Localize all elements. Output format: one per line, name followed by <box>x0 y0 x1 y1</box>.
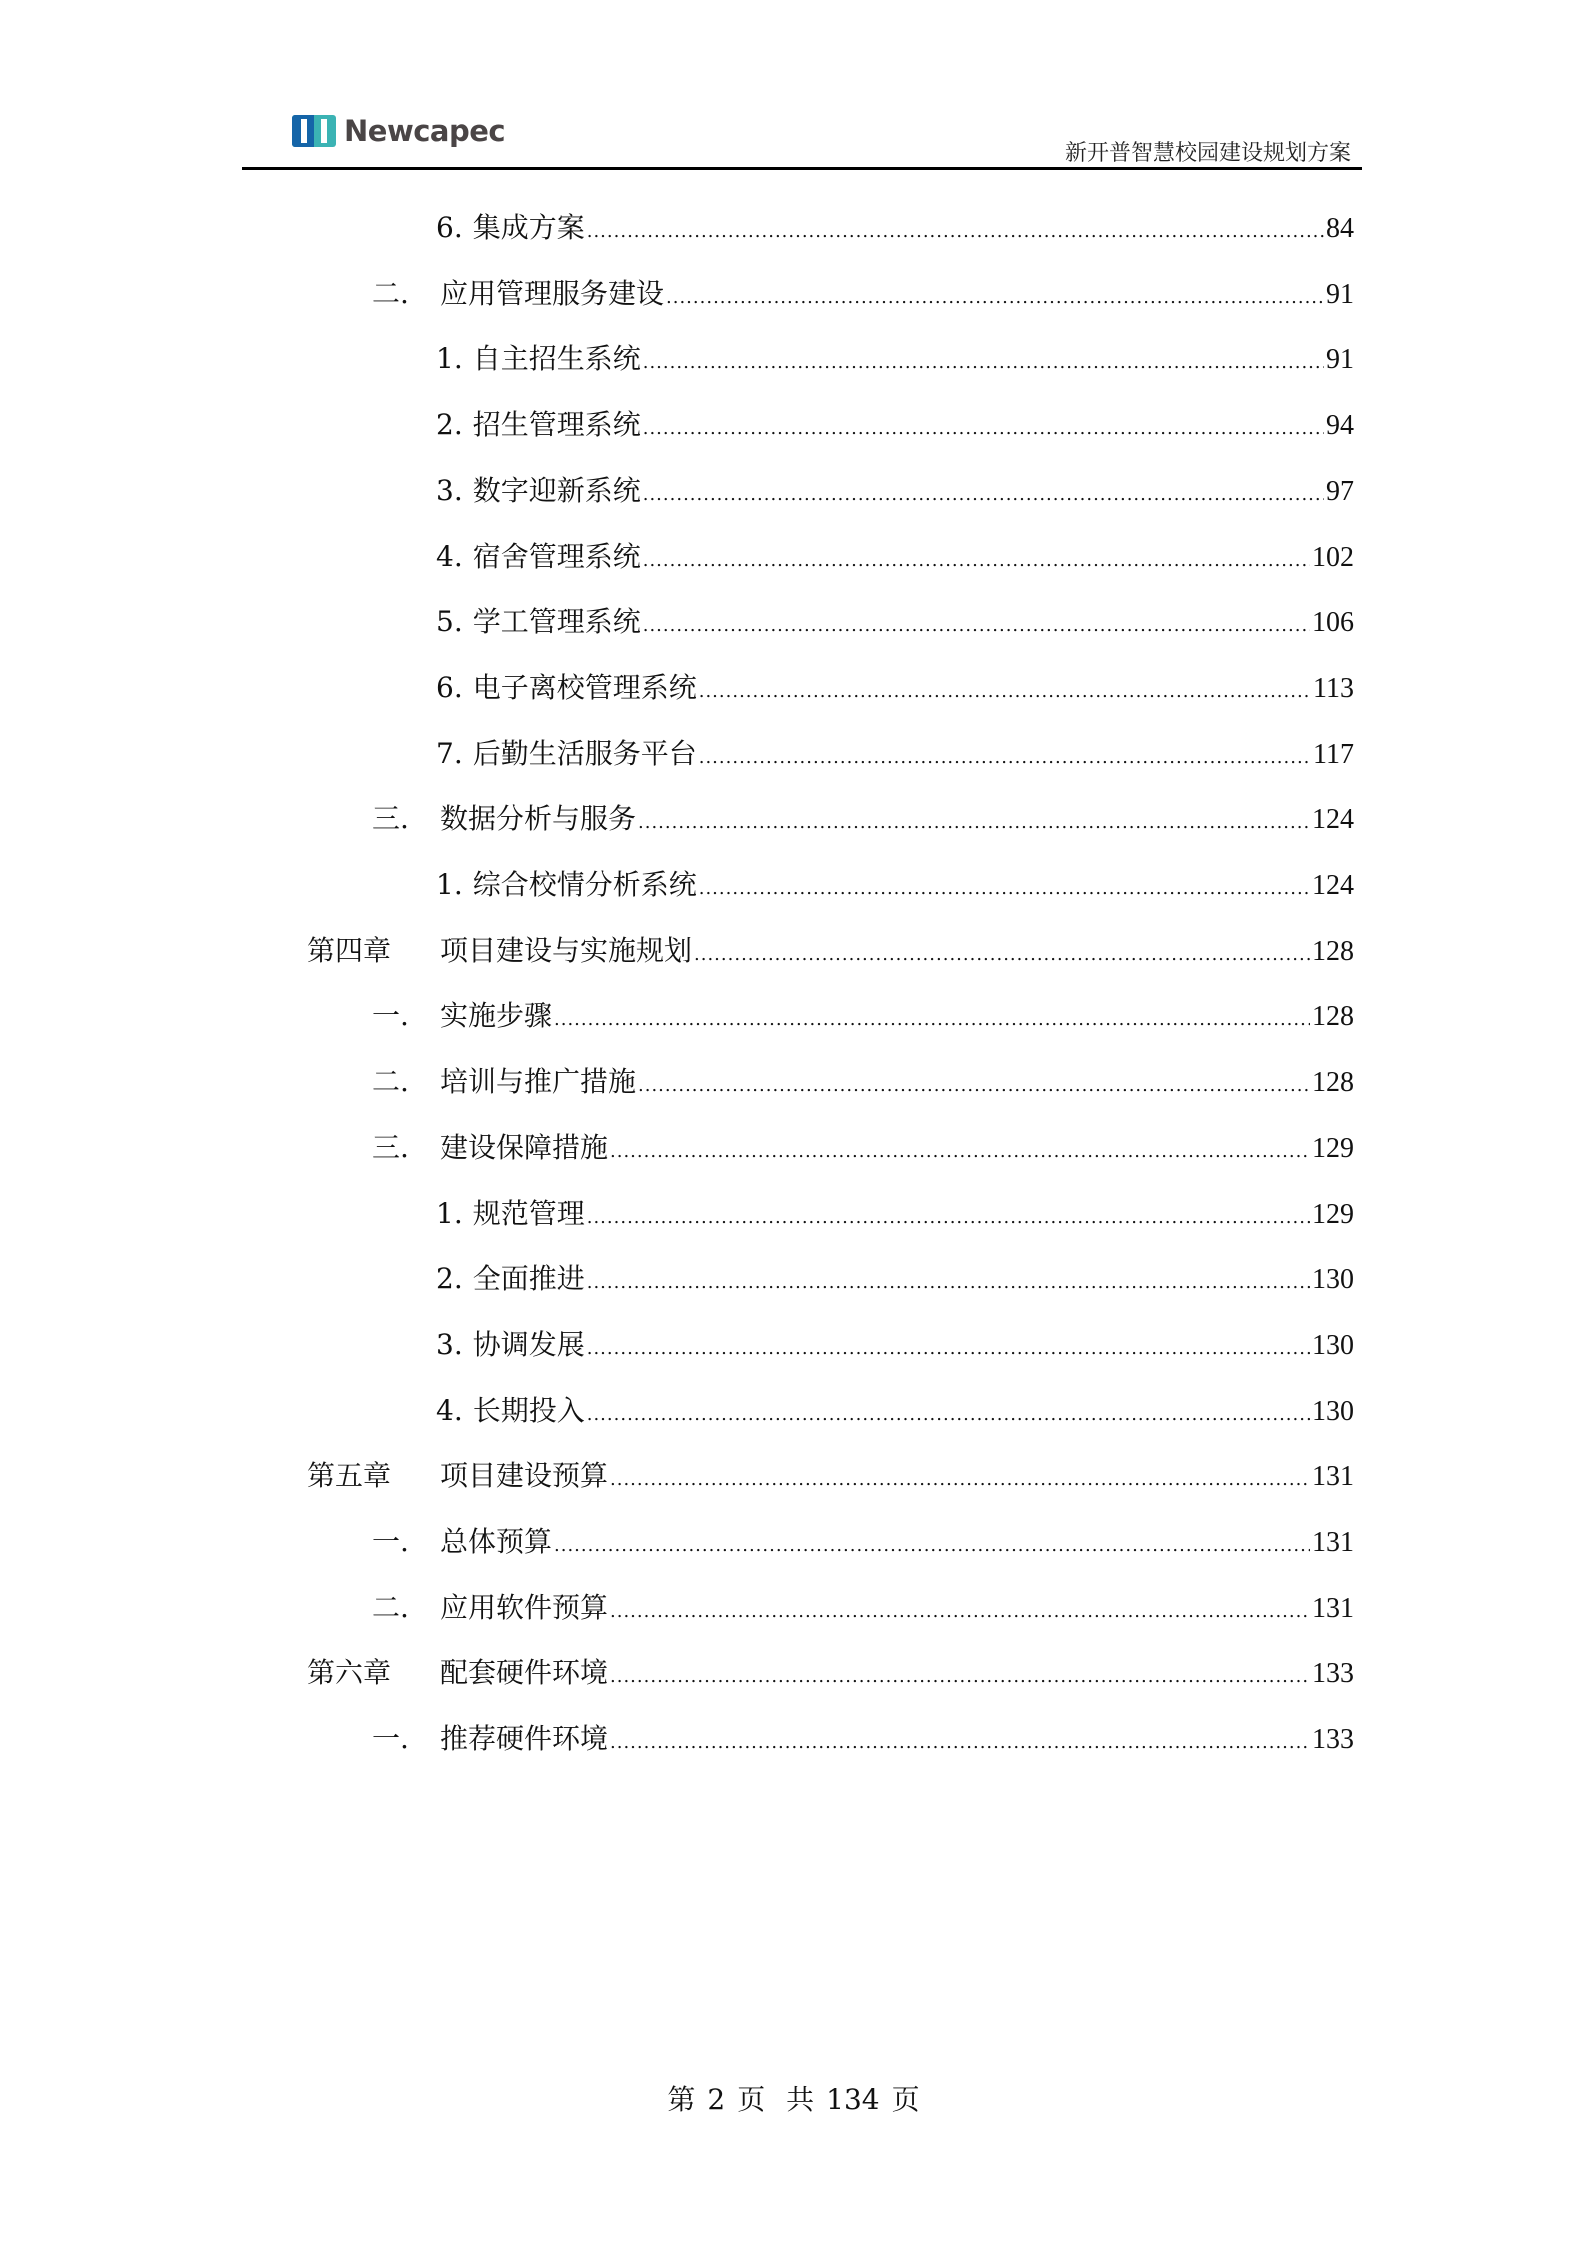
total-pages: 134 <box>826 2083 880 2116</box>
dot-leader <box>587 1329 1310 1369</box>
toc-entry[interactable] <box>436 1391 1354 1431</box>
toc-entry-marker: 三. <box>372 802 409 836</box>
toc-entry-marker: 1. <box>436 342 463 376</box>
toc-entry-page: 131 <box>1312 1461 1354 1493</box>
dot-leader <box>699 869 1310 909</box>
dot-leader <box>610 1592 1310 1632</box>
newcapec-logo-icon <box>292 115 336 147</box>
toc-entry-title: 项目建设与实施规划 <box>440 933 693 967</box>
toc-entry[interactable] <box>372 1128 1354 1168</box>
toc-entry[interactable] <box>436 1259 1354 1299</box>
toc-entry-marker: 1. <box>436 868 463 901</box>
footer-mid: 页 共 <box>737 2083 815 2116</box>
dot-leader <box>587 212 1324 252</box>
toc-entry-marker: 5. <box>436 605 463 639</box>
dot-leader <box>699 738 1311 778</box>
toc-entry-page: 91 <box>1326 278 1354 310</box>
toc-entry-title: 项目建设预算 <box>440 1459 609 1493</box>
toc-entry[interactable] <box>436 208 1354 248</box>
toc-entry[interactable] <box>307 1653 1354 1693</box>
dot-leader <box>643 475 1324 515</box>
toc-entry-page: 133 <box>1312 1724 1354 1756</box>
toc-entry-marker: 第五章 <box>307 1459 392 1493</box>
dot-leader <box>554 1000 1310 1040</box>
toc-entry-marker: 2. <box>436 1262 463 1296</box>
toc-entry-page: 113 <box>1313 672 1354 704</box>
toc-entry[interactable] <box>372 1522 1354 1562</box>
toc-entry-title: 学工管理系统 <box>472 605 641 639</box>
dot-leader <box>643 606 1310 646</box>
document-title: 新开普智慧校园建设规划方案 <box>1064 141 1351 166</box>
toc-entry-title: 数字迎新系统 <box>472 473 641 507</box>
toc-entry[interactable] <box>372 1062 1354 1102</box>
toc-entry[interactable] <box>436 405 1354 445</box>
toc-entry[interactable] <box>436 865 1354 905</box>
toc-entry-marker: 二. <box>372 276 409 310</box>
toc-entry-title: 应用管理服务建设 <box>440 276 665 310</box>
toc-entry-title: 实施步骤 <box>440 999 553 1033</box>
toc-entry-marker: 1. <box>436 1196 463 1230</box>
toc-entry-marker: 二. <box>372 1065 409 1099</box>
dot-leader <box>587 1263 1310 1303</box>
toc-entry-title: 集成方案 <box>472 211 585 244</box>
toc-entry-marker: 6. <box>436 670 463 704</box>
toc-entry-page: 106 <box>1312 607 1354 639</box>
footer-suffix: 页 <box>891 2083 920 2116</box>
dot-leader <box>699 672 1311 712</box>
toc-entry-page: 128 <box>1312 1067 1354 1099</box>
toc-entry-title: 电子离校管理系统 <box>472 670 697 704</box>
toc-entry-page: 133 <box>1312 1658 1354 1690</box>
toc-entry-page: 124 <box>1312 804 1354 836</box>
toc-entry[interactable] <box>372 1719 1354 1759</box>
toc-entry-title: 总体预算 <box>440 1525 553 1558</box>
toc-entry-marker: 一. <box>372 1525 409 1558</box>
toc-entry[interactable] <box>372 1588 1354 1628</box>
toc-entry-title: 招生管理系统 <box>472 408 641 442</box>
dot-leader <box>610 1460 1310 1500</box>
toc-entry[interactable] <box>436 471 1354 511</box>
toc-entry-page: 130 <box>1312 1264 1354 1296</box>
toc-entry-page: 102 <box>1312 541 1354 573</box>
dot-leader <box>643 409 1324 449</box>
toc-entry-page: 91 <box>1326 344 1354 376</box>
dot-leader <box>643 343 1324 383</box>
newcapec-logo <box>292 114 505 148</box>
toc-entry[interactable] <box>436 668 1354 708</box>
toc-entry[interactable] <box>436 734 1354 774</box>
dot-leader <box>638 803 1310 843</box>
toc-entry-marker: 二. <box>372 1590 409 1624</box>
toc-entry-marker: 第六章 <box>307 1656 392 1690</box>
toc-entry-page: 84 <box>1326 213 1354 244</box>
dot-leader <box>643 541 1310 581</box>
toc-entry-marker: 3. <box>436 1327 463 1361</box>
toc-entry-page: 124 <box>1312 870 1354 901</box>
current-page-number: 2 <box>707 2083 726 2116</box>
page-footer <box>0 2078 1587 2118</box>
toc-entry-page: 128 <box>1312 1001 1354 1033</box>
toc-entry-page: 131 <box>1312 1592 1354 1624</box>
toc-entry-page: 94 <box>1326 410 1354 442</box>
toc-entry-title: 宿舍管理系统 <box>472 539 641 573</box>
toc-entry-page: 130 <box>1312 1329 1354 1361</box>
dot-leader <box>610 1657 1310 1697</box>
header-divider <box>242 167 1362 170</box>
toc-entry-marker: 一. <box>372 1722 409 1756</box>
toc-entry-marker: 第四章 <box>307 933 392 967</box>
toc-entry-title: 自主招生系统 <box>472 342 641 376</box>
toc-entry-page: 117 <box>1313 738 1354 770</box>
toc-entry[interactable] <box>372 274 1354 314</box>
toc-entry-title: 培训与推广措施 <box>440 1065 637 1099</box>
toc-entry-marker: 7. <box>436 736 463 770</box>
toc-entry-marker: 6. <box>436 211 463 244</box>
toc-entry-title: 规范管理 <box>472 1196 585 1230</box>
toc-entry-page: 130 <box>1312 1395 1354 1427</box>
toc-entry-title: 推荐硬件环境 <box>440 1722 609 1756</box>
toc-entry[interactable] <box>436 537 1354 577</box>
toc-entry-page: 129 <box>1312 1198 1354 1230</box>
dot-leader <box>554 1526 1310 1566</box>
toc-entry-title: 协调发展 <box>472 1327 585 1361</box>
toc-entry[interactable] <box>436 1194 1354 1234</box>
toc-entry-title: 建设保障措施 <box>440 1130 609 1164</box>
toc-entry-marker: 3. <box>436 473 463 507</box>
toc-entry-title: 综合校情分析系统 <box>472 868 697 901</box>
dot-leader <box>587 1395 1310 1435</box>
toc-entry-page: 97 <box>1326 475 1354 507</box>
toc-entry[interactable] <box>436 1325 1354 1365</box>
dot-leader <box>638 1066 1310 1106</box>
toc-entry[interactable] <box>307 1456 1354 1496</box>
toc-entry-marker: 2. <box>436 408 463 442</box>
toc-entry-title: 后勤生活服务平台 <box>472 736 697 770</box>
toc-entry-page: 131 <box>1312 1527 1354 1558</box>
toc-entry-page: 129 <box>1312 1132 1354 1164</box>
toc-entry[interactable] <box>307 931 1354 971</box>
dot-leader <box>610 1723 1310 1763</box>
dot-leader <box>694 935 1310 975</box>
dot-leader <box>666 278 1324 318</box>
toc-entry-title: 应用软件预算 <box>440 1590 609 1624</box>
toc-entry[interactable] <box>372 799 1354 839</box>
footer-prefix: 第 <box>667 2083 696 2116</box>
toc-entry-marker: 三. <box>372 1130 409 1164</box>
logo-text: Newcapec <box>344 114 506 148</box>
toc-entry-title: 长期投入 <box>472 1393 585 1427</box>
toc-entry[interactable] <box>436 602 1354 642</box>
toc-entry-marker: 4. <box>436 1393 463 1427</box>
dot-leader <box>587 1198 1310 1238</box>
toc-entry-marker: 4. <box>436 539 463 573</box>
toc-entry[interactable] <box>436 339 1354 379</box>
toc-entry-title: 全面推进 <box>472 1262 585 1296</box>
toc-entry-title: 配套硬件环境 <box>440 1656 609 1690</box>
toc-entry-page: 128 <box>1312 935 1354 967</box>
toc-entry-title: 数据分析与服务 <box>440 802 637 836</box>
toc-entry-marker: 一. <box>372 999 409 1033</box>
toc-entry[interactable] <box>372 996 1354 1036</box>
dot-leader <box>610 1132 1310 1172</box>
